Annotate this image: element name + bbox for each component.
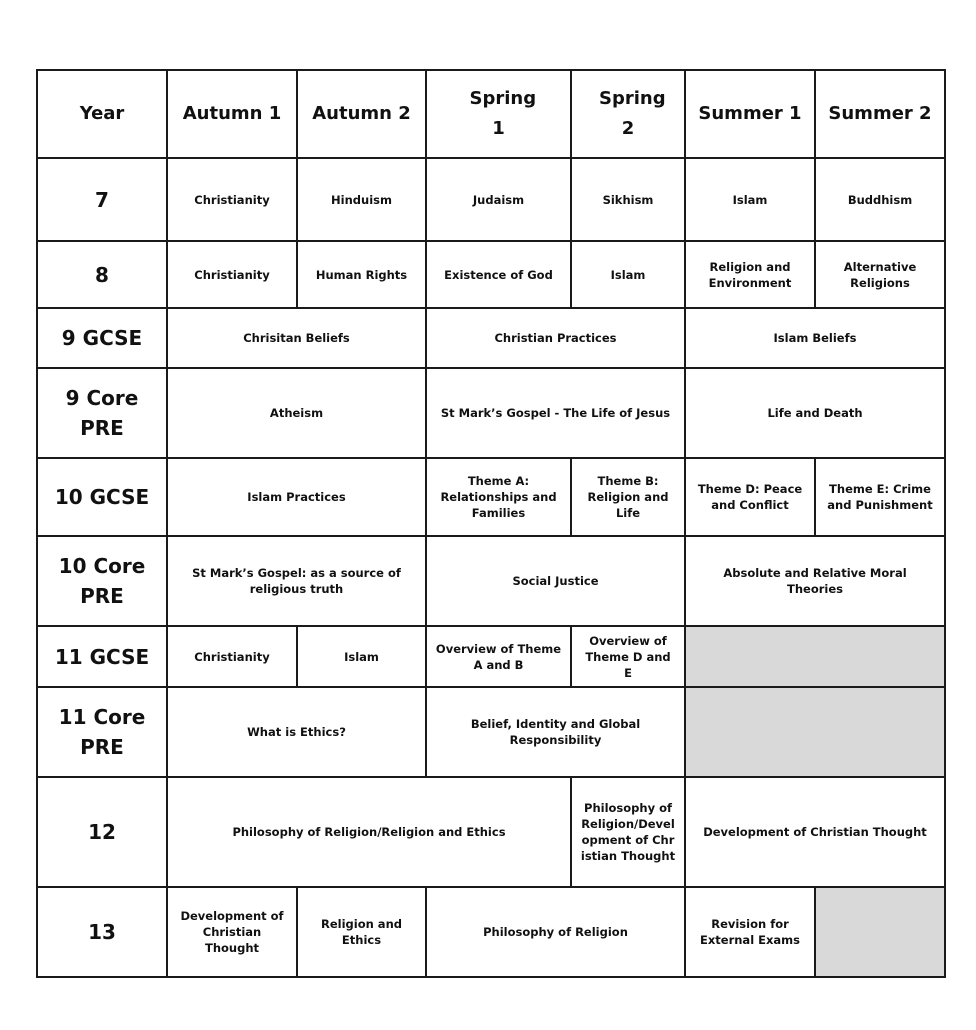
row-year-8 xyxy=(37,241,945,308)
topic-cell: St Mark’s Gospel: as a source of religious truth xyxy=(167,536,426,626)
year-label: 7 xyxy=(37,158,167,241)
year-label: 11 GCSE xyxy=(37,626,167,687)
topic-cell: Development of Christian Thought xyxy=(685,777,945,887)
year-label: 12 xyxy=(37,777,167,887)
year-label: 9 GCSE xyxy=(37,308,167,368)
year-label: 10 GCSE xyxy=(37,458,167,536)
row-year-11-gcse xyxy=(37,626,945,687)
topic-cell: Alternative Religions xyxy=(815,241,945,308)
row-year-13 xyxy=(37,887,945,977)
topic-cell: Sikhism xyxy=(571,158,685,241)
topic-cell: Theme E: Crime and Punishment xyxy=(815,458,945,536)
topic-cell: Overview of Theme D and E xyxy=(571,626,685,687)
topic-cell: Christian Practices xyxy=(426,308,685,368)
header-spring-2 xyxy=(571,70,685,158)
topic-cell: Judaism xyxy=(426,158,571,241)
topic-cell: Theme A: Relationships and Families xyxy=(426,458,571,536)
row-year-7 xyxy=(37,158,945,241)
year-label: 8 xyxy=(37,241,167,308)
row-year-11-core xyxy=(37,687,945,777)
topic-cell: Islam Beliefs xyxy=(685,308,945,368)
header-spring-1 xyxy=(426,70,571,158)
year-label: 11 Core PRE xyxy=(37,687,167,777)
topic-cell: Theme D: Peace and Conflict xyxy=(685,458,815,536)
topic-cell: Hinduism xyxy=(297,158,426,241)
row-year-10-gcse xyxy=(37,458,945,536)
topic-cell: Buddhism xyxy=(815,158,945,241)
topic-cell: Islam xyxy=(297,626,426,687)
row-year-9-gcse xyxy=(37,308,945,368)
year-label: 9 Core PRE xyxy=(37,368,167,458)
header-row xyxy=(37,70,945,158)
empty-cell xyxy=(685,626,945,687)
row-year-12 xyxy=(37,777,945,887)
header-autumn-2: Autumn 2 xyxy=(297,70,426,158)
topic-cell: Revision for External Exams xyxy=(685,887,815,977)
header-spring-1-label: Spring 1 xyxy=(469,88,537,139)
topic-cell: Development of Christian Thought xyxy=(167,887,297,977)
year-label: 13 xyxy=(37,887,167,977)
topic-cell: Theme B: Religion and Life xyxy=(571,458,685,536)
topic-cell: Social Justice xyxy=(426,536,685,626)
topic-cell: Philosophy of Religion xyxy=(426,887,685,977)
topic-cell: Islam Practices xyxy=(167,458,426,536)
topic-cell: Life and Death xyxy=(685,368,945,458)
header-summer-1: Summer 1 xyxy=(685,70,815,158)
empty-cell xyxy=(815,887,945,977)
row-year-9-core xyxy=(37,368,945,458)
topic-cell: What is Ethics? xyxy=(167,687,426,777)
topic-cell: Religion and Environment xyxy=(685,241,815,308)
curriculum-table xyxy=(36,69,946,978)
year-label: 10 Core PRE xyxy=(37,536,167,626)
topic-cell: Islam xyxy=(685,158,815,241)
topic-cell: Atheism xyxy=(167,368,426,458)
topic-cell: Overview of Theme A and B xyxy=(426,626,571,687)
header-summer-2: Summer 2 xyxy=(815,70,945,158)
header-autumn-1: Autumn 1 xyxy=(167,70,297,158)
header-year: Year xyxy=(37,70,167,158)
topic-cell: Religion and Ethics xyxy=(297,887,426,977)
topic-cell: Christianity xyxy=(167,158,297,241)
topic-cell: Chrisitan Beliefs xyxy=(167,308,426,368)
topic-cell: Absolute and Relative Moral Theories xyxy=(685,536,945,626)
topic-cell: Philosophy of Religion/Development of Christian Thought xyxy=(571,777,685,887)
row-year-10-core xyxy=(37,536,945,626)
topic-cell: Existence of God xyxy=(426,241,571,308)
topic-cell: Christianity xyxy=(167,626,297,687)
header-spring-2-label: Spring 2 xyxy=(599,88,666,139)
topic-cell: Philosophy of Religion/Religion and Ethics xyxy=(167,777,571,887)
topic-cell: Human Rights xyxy=(297,241,426,308)
empty-cell xyxy=(685,687,945,777)
topic-cell: Belief, Identity and Global Responsibility xyxy=(426,687,685,777)
topic-cell: Islam xyxy=(571,241,685,308)
topic-cell: Christianity xyxy=(167,241,297,308)
topic-cell: St Mark’s Gospel - The Life of Jesus xyxy=(426,368,685,458)
